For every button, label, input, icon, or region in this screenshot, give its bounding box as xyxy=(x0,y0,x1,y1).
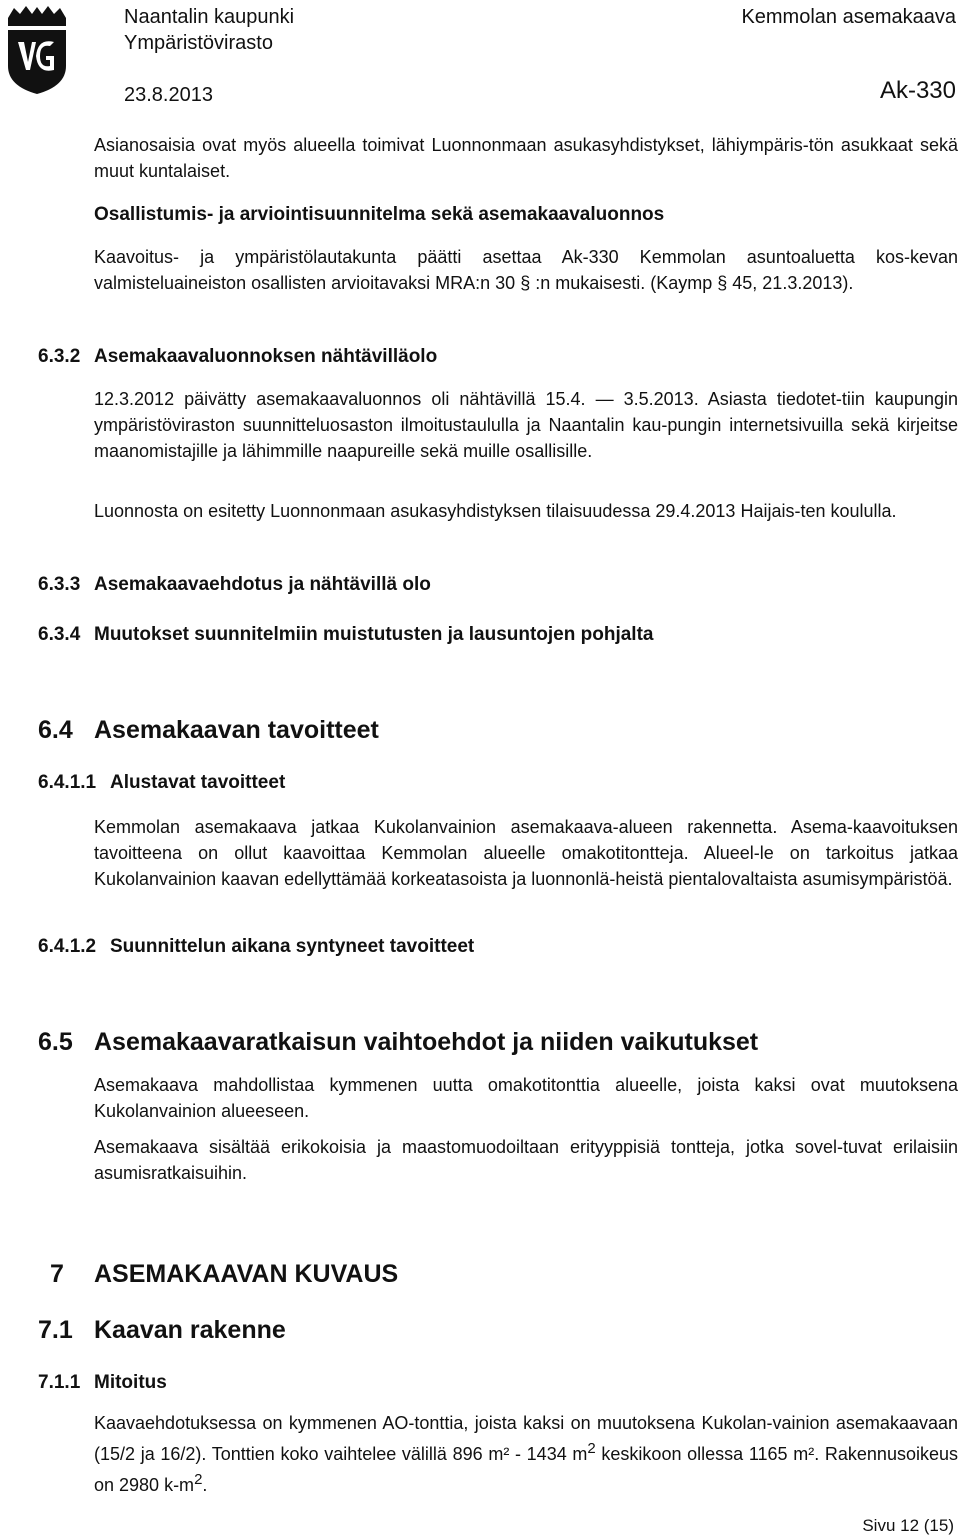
section-number: 6.3.4 xyxy=(38,624,81,645)
oas-paragraph: Kaavoitus- ja ympäristölautakunta päätti asettaa Ak-330 Kemmolan asuntoaluetta kos-kevan valmisteluaineiston osallisten arvioitavaksi MRA:n 30 § :n mukaisesti. (Kaymp § 45, 21.3.2013). xyxy=(94,247,958,293)
section-6-4-1-1-paragraph: Kemmolan asemakaava jatkaa Kukolanvainion asemakaava-alueen rakennetta. Asema-kaavoituksen tavoitteena on ollut kaavoittaa Kemmolan alueelle omakotitontteja. Alueel-le on tarkoitus jatkaa Kukolanvainion kaavan edellyttämää korkeatasoista ja luonnonlä-heistä pientalovaltaista asumisympäristöä. xyxy=(94,817,958,889)
section-6-3-2-paragraph-2: Luonnosta on esitetty Luonnonmaan asukasyhdistyksen tilaisuudessa 29.4.2013 Haijais-ten koululla. xyxy=(94,501,897,521)
document-title: Kemmolan asemakaava xyxy=(741,6,956,28)
section-6-4-1-2-heading xyxy=(38,936,474,958)
section-number: 6.3.2 xyxy=(38,346,81,367)
chapter-7-heading xyxy=(50,1260,398,1289)
paragraph-text-part: . xyxy=(202,1475,208,1495)
section-6-3-4-heading xyxy=(38,624,653,646)
page-number: Sivu 12 (15) xyxy=(862,1516,954,1535)
section-number: 7.1 xyxy=(38,1316,73,1344)
paragraph-text-part: keskikoon ollessa 1165 m². Rakennusoikeus on 2980 k-m xyxy=(94,1444,958,1495)
superscript: 2 xyxy=(194,1471,203,1488)
section-6-3-2-paragraph-1: 12.3.2012 päivätty asemakaavaluonnos oli nähtävillä 15.4. — 3.5.2013. Asiasta tiedotet-tiin kaupungin ympäristöviraston suunnitteluosaston ilmoitustaululla ja Naantalin kau-pungin internetsivuilla sekä kirjeitse maanomistajille ja lähimmille naapureille sekä muille osallisille. xyxy=(94,389,958,461)
section-title: Mitoitus xyxy=(94,1372,167,1393)
oas-heading: Osallistumis- ja arviointisuunnitelma sekä asemakaavaluonnos xyxy=(94,204,665,225)
section-number: 6.4.1.1 xyxy=(38,772,97,793)
department-name: Ympäristövirasto xyxy=(124,32,273,54)
section-title: Muutokset suunnitelmiin muistutusten ja lausuntojen pohjalta xyxy=(94,624,654,645)
city-coat-of-arms-logo xyxy=(4,4,70,96)
superscript: 2 xyxy=(587,1440,596,1457)
section-number: 6.5 xyxy=(38,1028,73,1056)
section-number: 6.3.3 xyxy=(38,574,81,595)
section-6-3-2-heading xyxy=(38,346,437,368)
section-6-5-paragraph-1: Asemakaava mahdollistaa kymmenen uutta omakotitonttia alueelle, joista kaksi ovat muutoksena Kukolanvainion alueeseen. xyxy=(94,1075,958,1121)
chapter-number: 7 xyxy=(50,1260,64,1288)
section-6-3-3-heading xyxy=(38,574,431,596)
org-name: Naantalin kaupunki xyxy=(124,6,295,28)
section-7-1-1-paragraph xyxy=(94,1410,958,1498)
section-7-1-1-heading xyxy=(38,1372,167,1394)
section-number: 7.1.1 xyxy=(38,1372,81,1393)
section-number: 6.4.1.2 xyxy=(38,936,97,957)
section-6-5-heading xyxy=(38,1028,758,1057)
section-title: Suunnittelun aikana syntyneet tavoitteet xyxy=(110,936,475,957)
document-id: Ak-330 xyxy=(879,77,956,104)
paragraph-text-part: Kaavaehdotuksessa on kymmenen AO-tonttia, joista kaksi on muutoksena Kukolan-vainion asemakaavaan (15/2 ja 16/2). Tonttien koko vaihtelee välillä 896 m² - 1434 m xyxy=(94,1413,958,1464)
chapter-title: ASEMAKAAVAN KUVAUS xyxy=(94,1260,399,1288)
section-6-4-1-1-heading xyxy=(38,772,285,794)
intro-paragraph: Asianosaisia ovat myös alueella toimivat Luonnonmaan asukasyhdistykset, lähiympäris-tön asukkaat sekä muut kuntalaiset. xyxy=(94,135,958,181)
section-title: Alustavat tavoitteet xyxy=(110,772,286,793)
section-7-1-heading xyxy=(38,1316,286,1345)
section-title: Asemakaavan tavoitteet xyxy=(94,716,379,744)
section-number: 6.4 xyxy=(38,716,73,744)
section-title: Asemakaavaehdotus ja nähtävillä olo xyxy=(94,574,431,595)
section-6-4-heading xyxy=(38,716,379,745)
section-6-5-paragraph-2: Asemakaava sisältää erikokoisia ja maastomuodoiltaan erityyppisiä tontteja, jotka sovel-tuvat erilaisiin asumisratkaisuihin. xyxy=(94,1137,958,1183)
section-title: Kaavan rakenne xyxy=(94,1316,286,1344)
section-title: Asemakaavaratkaisun vaihtoehdot ja niiden vaikutukset xyxy=(94,1028,759,1056)
section-title: Asemakaavaluonnoksen nähtävilläolo xyxy=(94,346,438,367)
document-date: 23.8.2013 xyxy=(124,84,213,106)
